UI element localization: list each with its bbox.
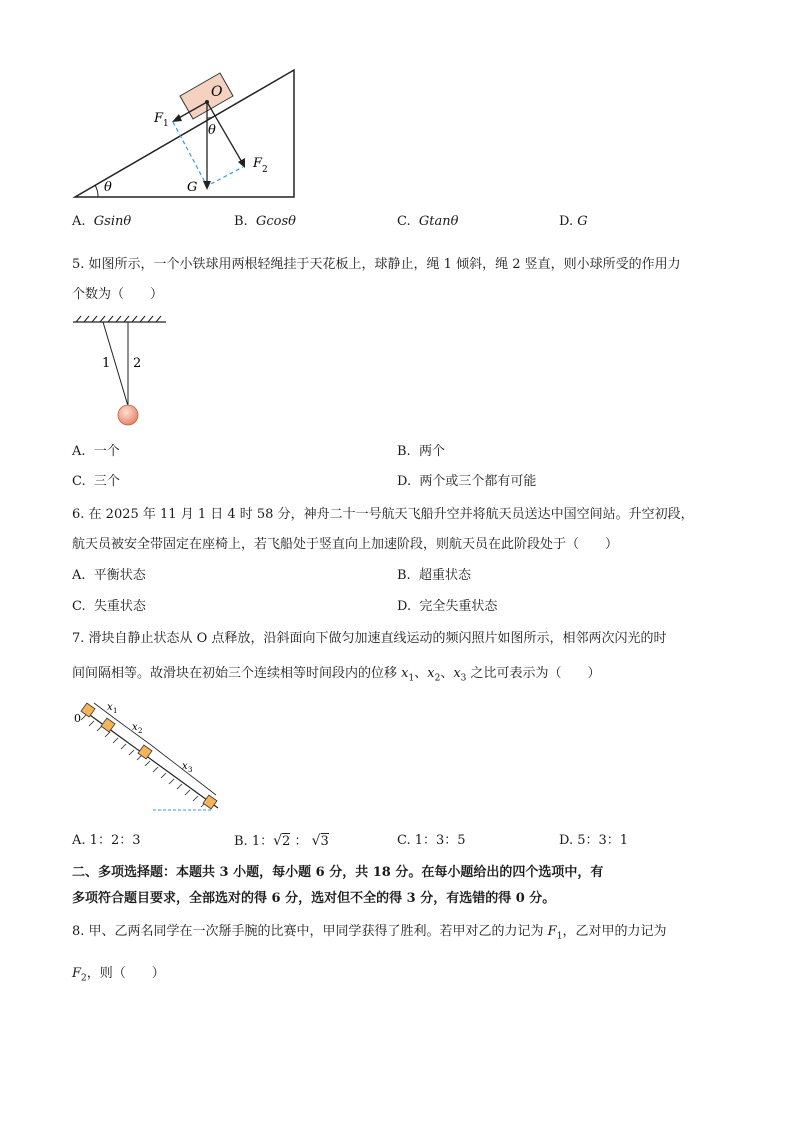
q7-option-d[interactable]: D. 5：3：1 <box>559 833 629 848</box>
label-theta-base: θ <box>104 180 112 195</box>
label-x2: x <box>132 722 138 733</box>
label-f1-sub: 1 <box>163 119 169 129</box>
section2-heading-line1: 二、多项选择题：本题共 3 小题，每小题 6 分，共 18 分。在每小题给出的四个选项中，有 <box>72 865 604 880</box>
label-g: G <box>187 180 198 195</box>
label-f2: F <box>253 156 263 171</box>
svg-text:1: 1 <box>113 707 118 715</box>
q5-stem-line2: 个数为（ ） <box>72 287 164 302</box>
label-f2-sub: 2 <box>262 165 268 175</box>
theta-arc <box>207 116 215 118</box>
incline-flash-photo-diagram <box>68 698 238 818</box>
rope-1-label: 1 <box>102 356 111 371</box>
base-angle-arc <box>95 185 98 197</box>
q7-stem-line1: 7. 滑块自静止状态从 O 点释放，沿斜面向下做匀加速直线运动的频闪照片如图所示，相邻两次闪光的时 <box>72 631 667 646</box>
q4-option-d[interactable]: D. G <box>559 214 588 229</box>
q4-option-c[interactable]: C. Gtanθ <box>397 214 459 229</box>
q5-option-d[interactable]: D. 两个或三个都有可能 <box>397 474 537 489</box>
q8-stem-line2: $F_2$，则（ ） <box>72 966 165 984</box>
label-zero: 0 <box>74 712 81 725</box>
q6-stem-line1: 6. 在 2025 年 11 月 1 日 4 时 58 分，神舟二十一号航天飞船升空并将航天员送达中国空间站。升空初段， <box>72 507 694 522</box>
q6-option-c[interactable]: C. 失重状态 <box>72 599 146 614</box>
q4-option-b[interactable]: B. Gcosθ <box>234 214 296 229</box>
q6-stem-line2: 航天员被安全带固定在座椅上，若飞船处于竖直向上加速阶段，则航天员在此阶段处于（ ） <box>72 537 619 552</box>
incline-force-diagram <box>60 60 310 205</box>
hanging-ball-diagram <box>68 314 178 430</box>
incline-triangle <box>75 70 294 197</box>
q8-stem-line1: 8. 甲、乙两名同学在一次掰手腕的比赛中，甲同学获得了胜利。若甲对乙的力记为 $F_1$，乙对甲的力记为 <box>72 924 667 942</box>
q7-option-a[interactable]: A. 1：2：3 <box>72 833 141 848</box>
label-x1: x <box>107 702 113 713</box>
label-o: O <box>211 84 223 100</box>
svg-text:2: 2 <box>138 727 143 735</box>
iron-ball <box>118 405 138 425</box>
q7-option-c[interactable]: C. 1：3：5 <box>397 833 466 848</box>
q5-option-c[interactable]: C. 三个 <box>72 474 120 489</box>
q6-option-d[interactable]: D. 完全失重状态 <box>397 599 498 614</box>
rope-2-label: 2 <box>133 356 142 371</box>
q5-option-b[interactable]: B. 两个 <box>397 444 445 459</box>
q4-option-a[interactable]: A. Gsinθ <box>72 214 132 229</box>
q5-option-a[interactable]: A. 一个 <box>72 444 120 459</box>
label-x3: x <box>182 761 188 772</box>
q7-option-b[interactable]: B. 1：√2 ： √3 <box>234 833 329 849</box>
q5-stem-line1: 5. 如图所示，一个小铁球用两根轻绳挂于天花板上，球静止，绳 1 倾斜，绳 2 竖直，则小球所受的作用力 <box>72 257 681 272</box>
q7-stem-line2: 间间隔相等。故滑块在初始三个连续相等时间段内的位移 $x_1$、$x_2$、$x_3$ 之比可表示为（ ） <box>72 666 601 684</box>
label-theta-top: θ <box>208 123 216 138</box>
q6-option-a[interactable]: A. 平衡状态 <box>72 568 146 583</box>
svg-text:3: 3 <box>188 766 193 774</box>
section2-heading-line2: 多项符合题目要求，全部选对的得 6 分，选对但不全的得 3 分，有选错的得 0 分。 <box>72 891 556 906</box>
q6-option-b[interactable]: B. 超重状态 <box>397 568 471 583</box>
label-f1: F <box>154 111 164 126</box>
